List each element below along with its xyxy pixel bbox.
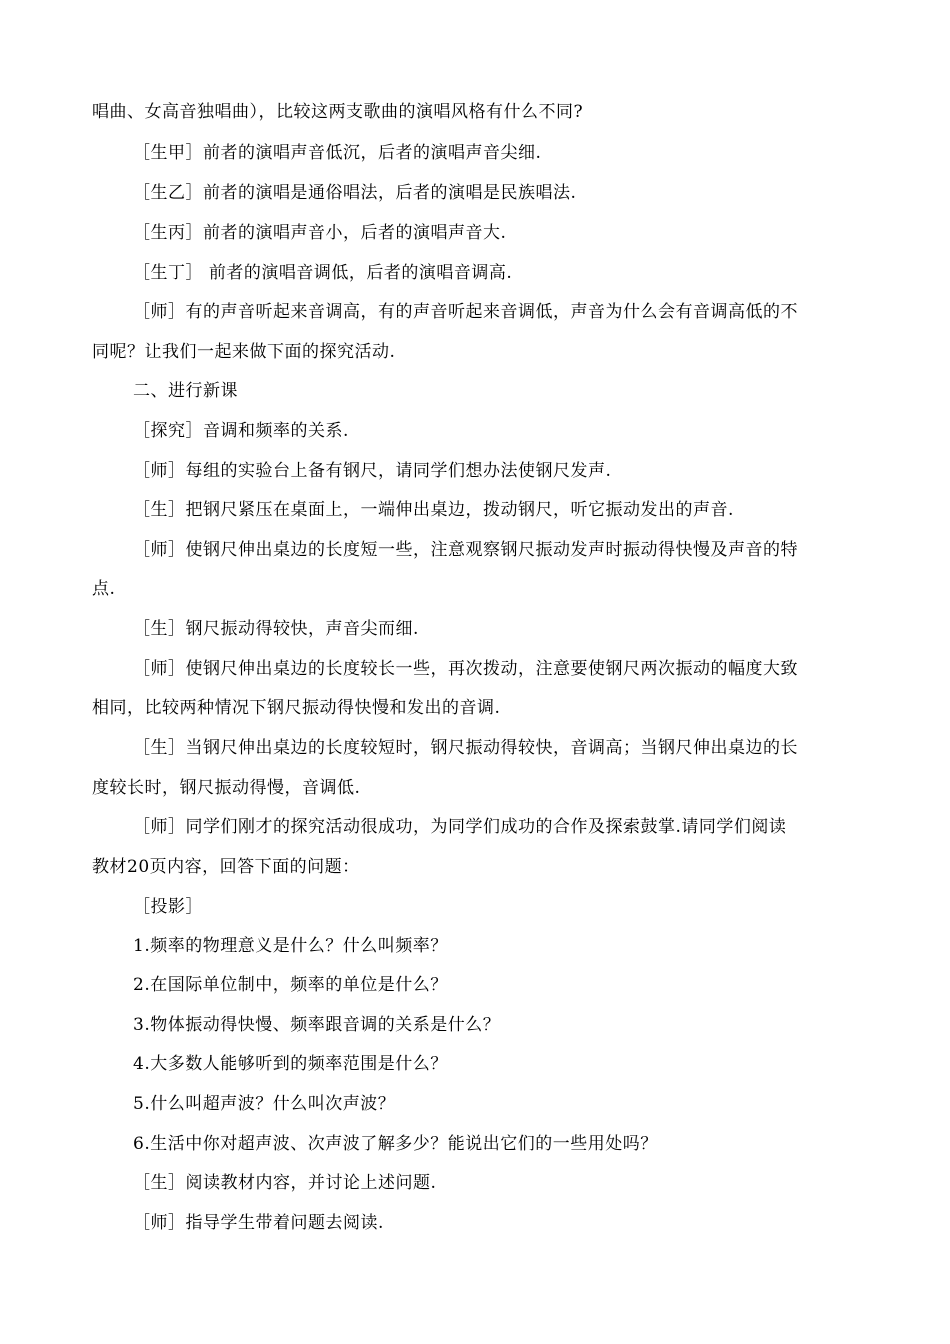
paragraph-line: ［探究］音调和频率的关系.: [133, 421, 349, 441]
paragraph-line: ［生］当钢尺伸出桌边的长度较短时，钢尺振动得较快，音调高；当钢尺伸出桌边的长: [133, 738, 798, 758]
paragraph-line: 教材20页内容，回答下面的问题：: [92, 857, 360, 877]
paragraph-line: ［师］使钢尺伸出桌边的长度短一些，注意观察钢尺振动发声时振动得快慢及声音的特: [133, 540, 798, 560]
paragraph-line: 度较长时，钢尺振动得慢，音调低.: [92, 778, 361, 798]
paragraph-line: ［生甲］前者的演唱声音低沉，后者的演唱声音尖细.: [133, 143, 542, 163]
question-item: 4.大多数人能够听到的频率范围是什么？: [133, 1054, 448, 1074]
paragraph-line: ［投影］: [133, 897, 203, 917]
question-item: 6.生活中你对超声波、次声波了解多少？能说出它们的一些用处吗？: [133, 1134, 658, 1154]
paragraph-line: 点.: [92, 579, 116, 599]
question-item: 5.什么叫超声波？什么叫次声波？: [133, 1094, 396, 1114]
paragraph-line: ［生丙］前者的演唱声音小，后者的演唱声音大.: [133, 223, 507, 243]
paragraph-line: ［师］有的声音听起来音调高，有的声音听起来音调低，声音为什么会有音调高低的不: [133, 302, 798, 322]
paragraph-line: 同呢？让我们一起来做下面的探究活动.: [92, 342, 396, 362]
paragraph-line: ［生丁］ 前者的演唱音调低，后者的演唱音调高.: [133, 263, 513, 283]
paragraph-line: ［师］每组的实验台上备有钢尺，请同学们想办法使钢尺发声.: [133, 461, 612, 481]
paragraph-line: ［生］钢尺振动得较快，声音尖而细.: [133, 619, 419, 639]
section-heading: 二、进行新课: [133, 381, 238, 401]
question-item: 1.频率的物理意义是什么？什么叫频率？: [133, 936, 448, 956]
paragraph-line: 唱曲、女高音独唱曲），比较这两支歌曲的演唱风格有什么不同?: [92, 102, 584, 122]
paragraph-line: ［师］使钢尺伸出桌边的长度较长一些，再次拨动，注意要使钢尺两次振动的幅度大致: [133, 659, 798, 679]
paragraph-line: ［师］同学们刚才的探究活动很成功，为同学们成功的合作及探索鼓掌.请同学们阅读: [133, 817, 787, 837]
question-item: 3.物体振动得快慢、频率跟音调的关系是什么？: [133, 1015, 501, 1035]
paragraph-line: ［生］把钢尺紧压在桌面上，一端伸出桌边，拨动钢尺，听它振动发出的声音.: [133, 500, 734, 520]
paragraph-line: 相同，比较两种情况下钢尺振动得快慢和发出的音调.: [92, 698, 501, 718]
paragraph-line: ［师］指导学生带着问题去阅读.: [133, 1213, 384, 1233]
question-item: 2.在国际单位制中，频率的单位是什么？: [133, 975, 448, 995]
paragraph-line: ［生乙］前者的演唱是通俗唱法，后者的演唱是民族唱法.: [133, 183, 577, 203]
paragraph-line: ［生］阅读教材内容，并讨论上述问题.: [133, 1173, 437, 1193]
